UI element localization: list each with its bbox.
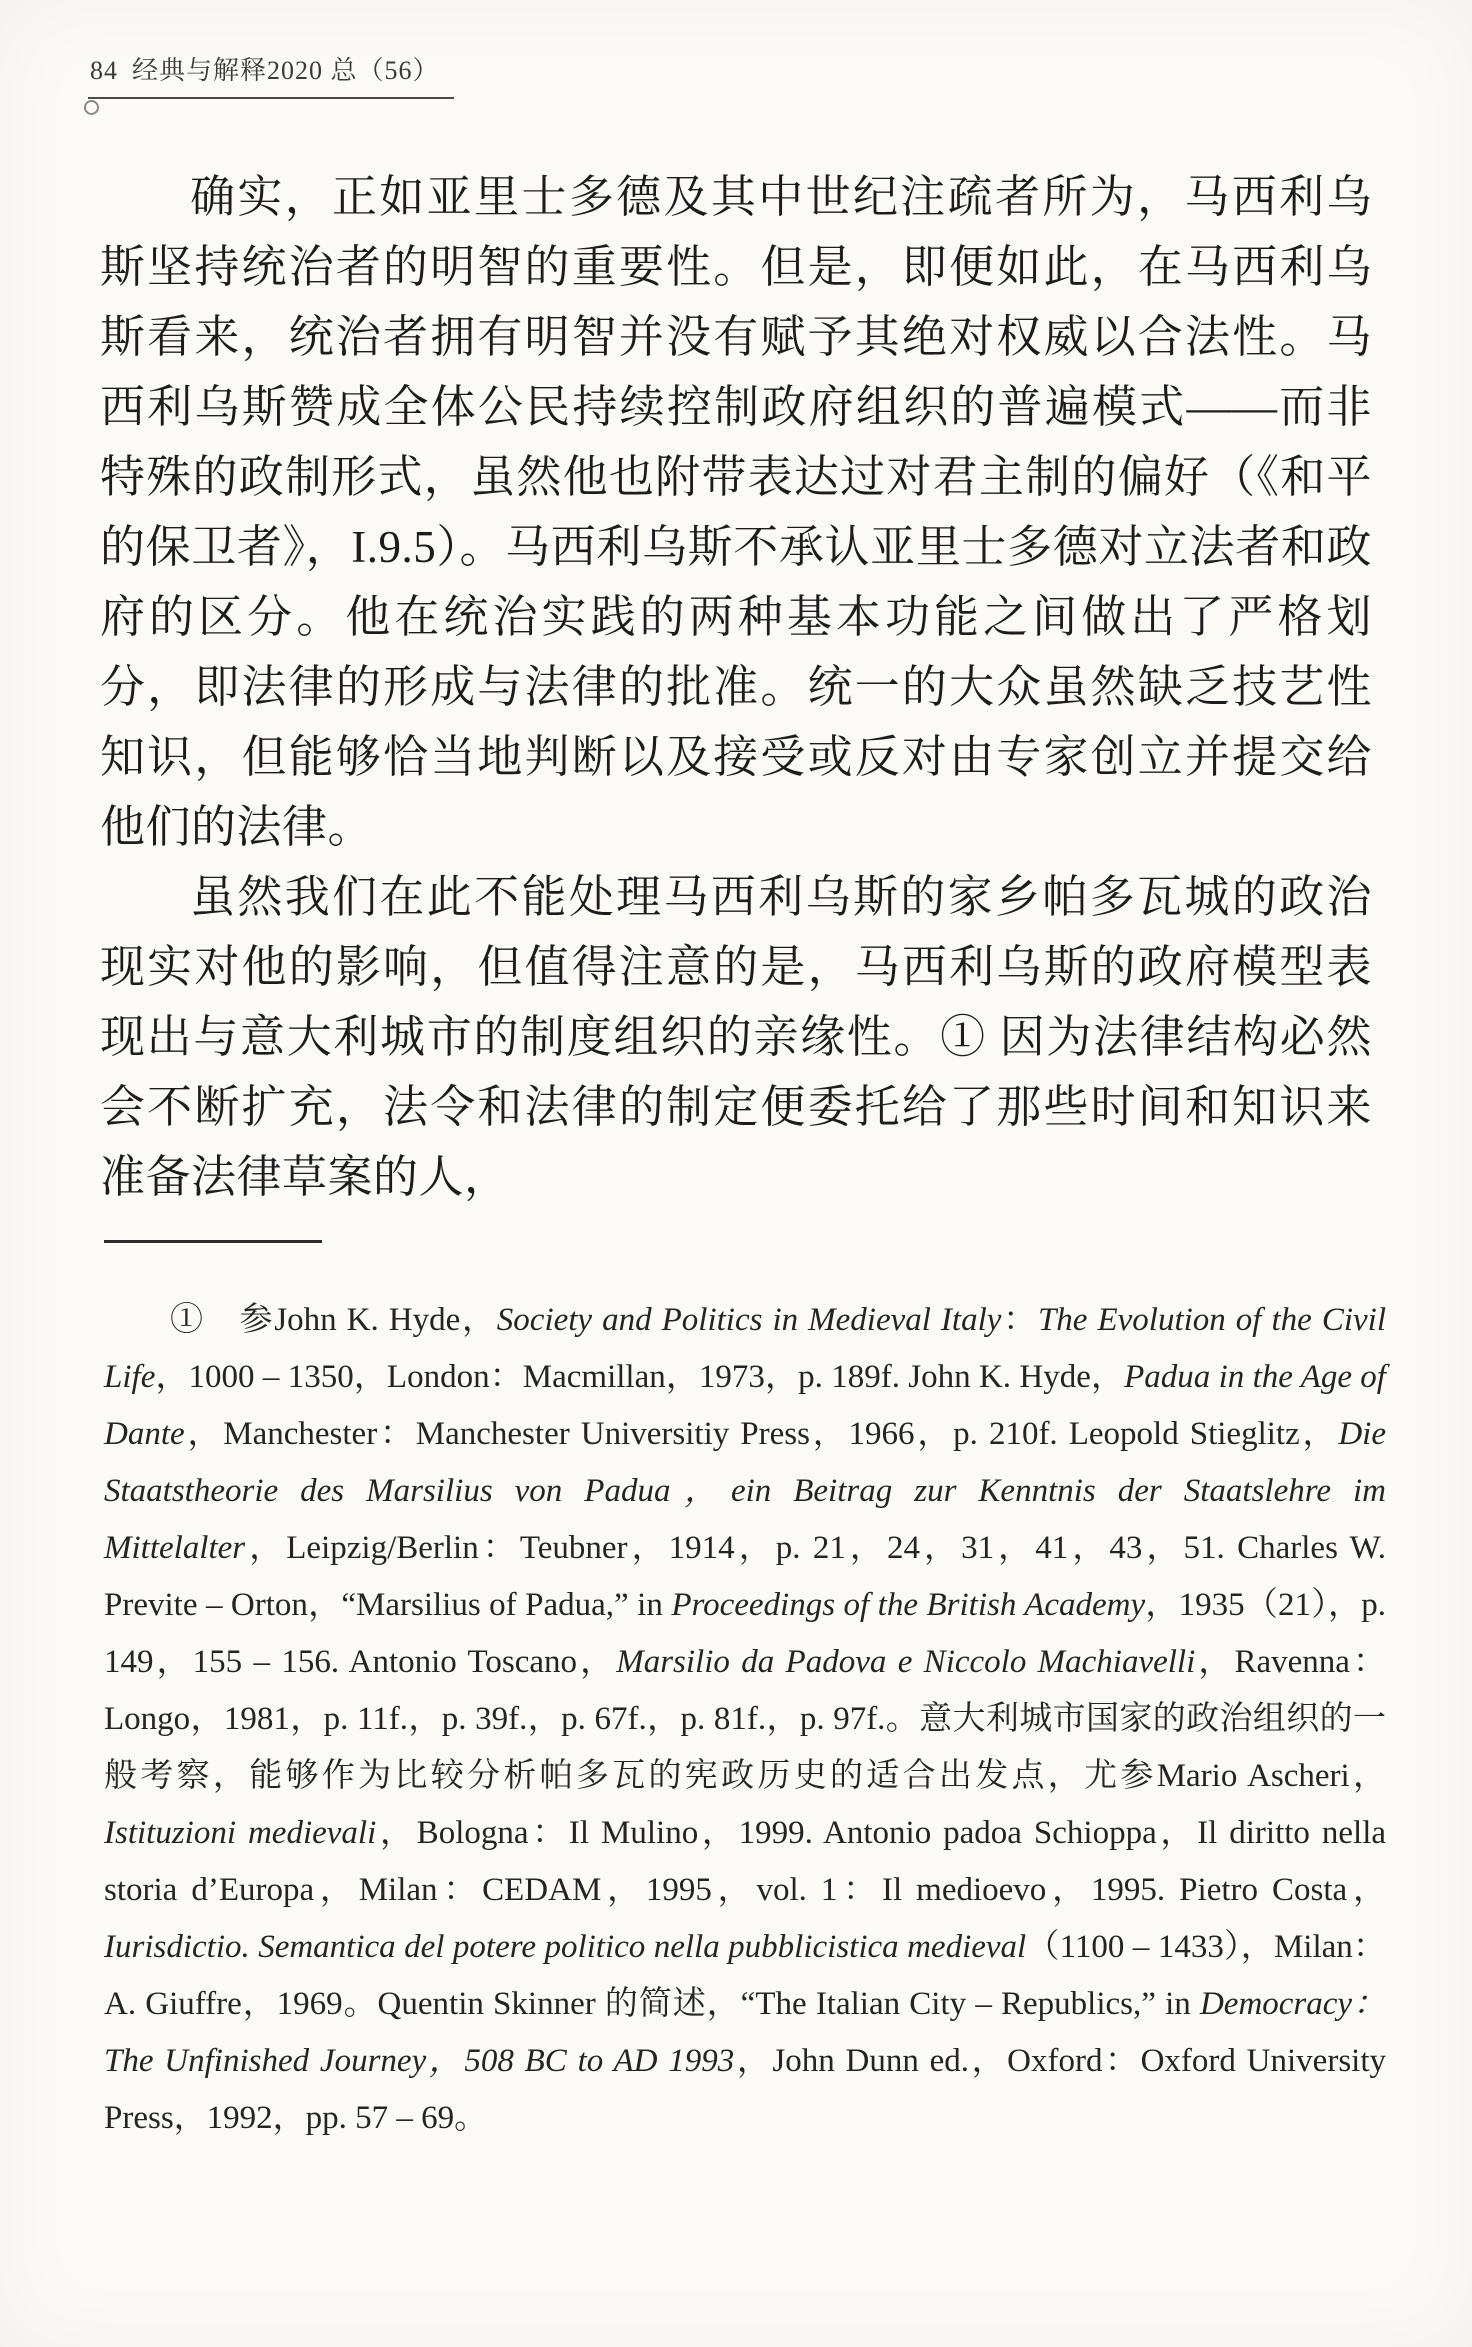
footnote-text-run: ，John Dunn ed.，Oxford：Oxford University Press，1992，pp. 57 – 69。 (104, 2043, 1386, 2136)
page-number: 84 (90, 56, 118, 85)
footnote-work-title: Iurisdictio. Semantica del potere politico nella pubblicistica medieval (104, 1929, 1027, 1965)
footnote-work-title: Die Staatstheorie des Marsilius von Padua，ein Beitrag zur Kenntnis der Staatslehre im Mittelalter (104, 1416, 1386, 1566)
footnote-work-title: Society and Politics in Medieval Italy (496, 1302, 1002, 1338)
footnote-text (104, 1292, 1386, 2147)
running-head (88, 50, 454, 99)
footnote-work-title: Istituzioni medievali (104, 1815, 377, 1851)
footnote-work-title: Marsilio da Padova e Niccolo Machiavelli (616, 1644, 1196, 1680)
footnote-work-title: The Evolution of the Civil Life (104, 1302, 1386, 1395)
body-paragraph-2: 虽然我们在此不能处理马西利乌斯的家乡帕多瓦城的政治现实对他的影响，但值得注意的是，马西利乌斯的政府模型表现出与意大利城市的制度组织的亲缘性。① 因为法律结构必然会不断扩充，法令和法律的制定便委托给了那些时间和知识来准备法律草案的人， (100, 872, 1372, 1202)
footnote-text-run: ： (1001, 1302, 1038, 1338)
main-text (100, 162, 1372, 1212)
footnote-divider (104, 1240, 322, 1243)
footnote-work-title: Proceedings of the British Academy (671, 1587, 1146, 1623)
footnote-work-title: Padua in the Age of Dante (104, 1359, 1386, 1452)
journal-title: 经典与解释2020 总（56） (132, 56, 440, 85)
footnote-text-run: ，Leipzig/Berlin：Teubner，1914，p. 21，24，31，41，43，51. Charles W. Previte – Orton，“Marsilius of Padua,” in (104, 1530, 1386, 1623)
footnote-text-run: ，Bologna：Il Mulino，1999. Antonio padoa Schioppa，Il diritto nella storia d’Europa，Milan：CEDAM，1995，vol. 1：Il medioevo，1995. Pietro Costa， (104, 1815, 1387, 1908)
footnote-text-run: ，1935（21），p. 149，155 – 156. Antonio Toscano， (104, 1587, 1386, 1680)
footnote-text-run: ，Manchester：Manchester Universitiy Press，1966，p. 210f. Leopold Stieglitz， (184, 1416, 1339, 1452)
footnote-text-run: （1100 – 1433），Milan：A. Giuffre，1969。Quentin Skinner 的简述，“The Italian City – Republics,” in (104, 1929, 1386, 2022)
footnote-text-run: ① 参John K. Hyde， (170, 1302, 497, 1338)
scan-ring-mark (84, 100, 99, 115)
footnote-work-title: Democracy：The Unfinished Journey，508 BC to AD 1993 (104, 1986, 1387, 2079)
footnote-text-run: ，1000 – 1350，London：Macmillan，1973，p. 189f. John K. Hyde， (155, 1359, 1125, 1395)
body-paragraph-1: 确实，正如亚里士多德及其中世纪注疏者所为，马西利乌斯坚持统治者的明智的重要性。但是，即便如此，在马西利乌斯看来，统治者拥有明智并没有赋予其绝对权威以合法性。马西利乌斯赞成全体公民持续控制政府组织的普遍模式——而非特殊的政制形式，虽然他也附带表达过对君主制的偏好（《和平的保卫者》，I.9.5）。马西利乌斯不承认亚里士多德对立法者和政府的区分。他在统治实践的两种基本功能之间做出了严格划分，即法律的形成与法律的批准。统一的大众虽然缺乏技艺性知识，但能够恰当地判断以及接受或反对由专家创立并提交给他们的法律。 (100, 172, 1372, 852)
footnote-text-run: ，Ravenna：Longo，1981，p. 11f.，p. 39f.，p. 67f.，p. 81f.，p. 97f.。意大利城市国家的政治组织的一般考察，能够作为比较分析帕多瓦的宪政历史的适合出发点，尤参Mario Ascheri， (104, 1644, 1386, 1794)
